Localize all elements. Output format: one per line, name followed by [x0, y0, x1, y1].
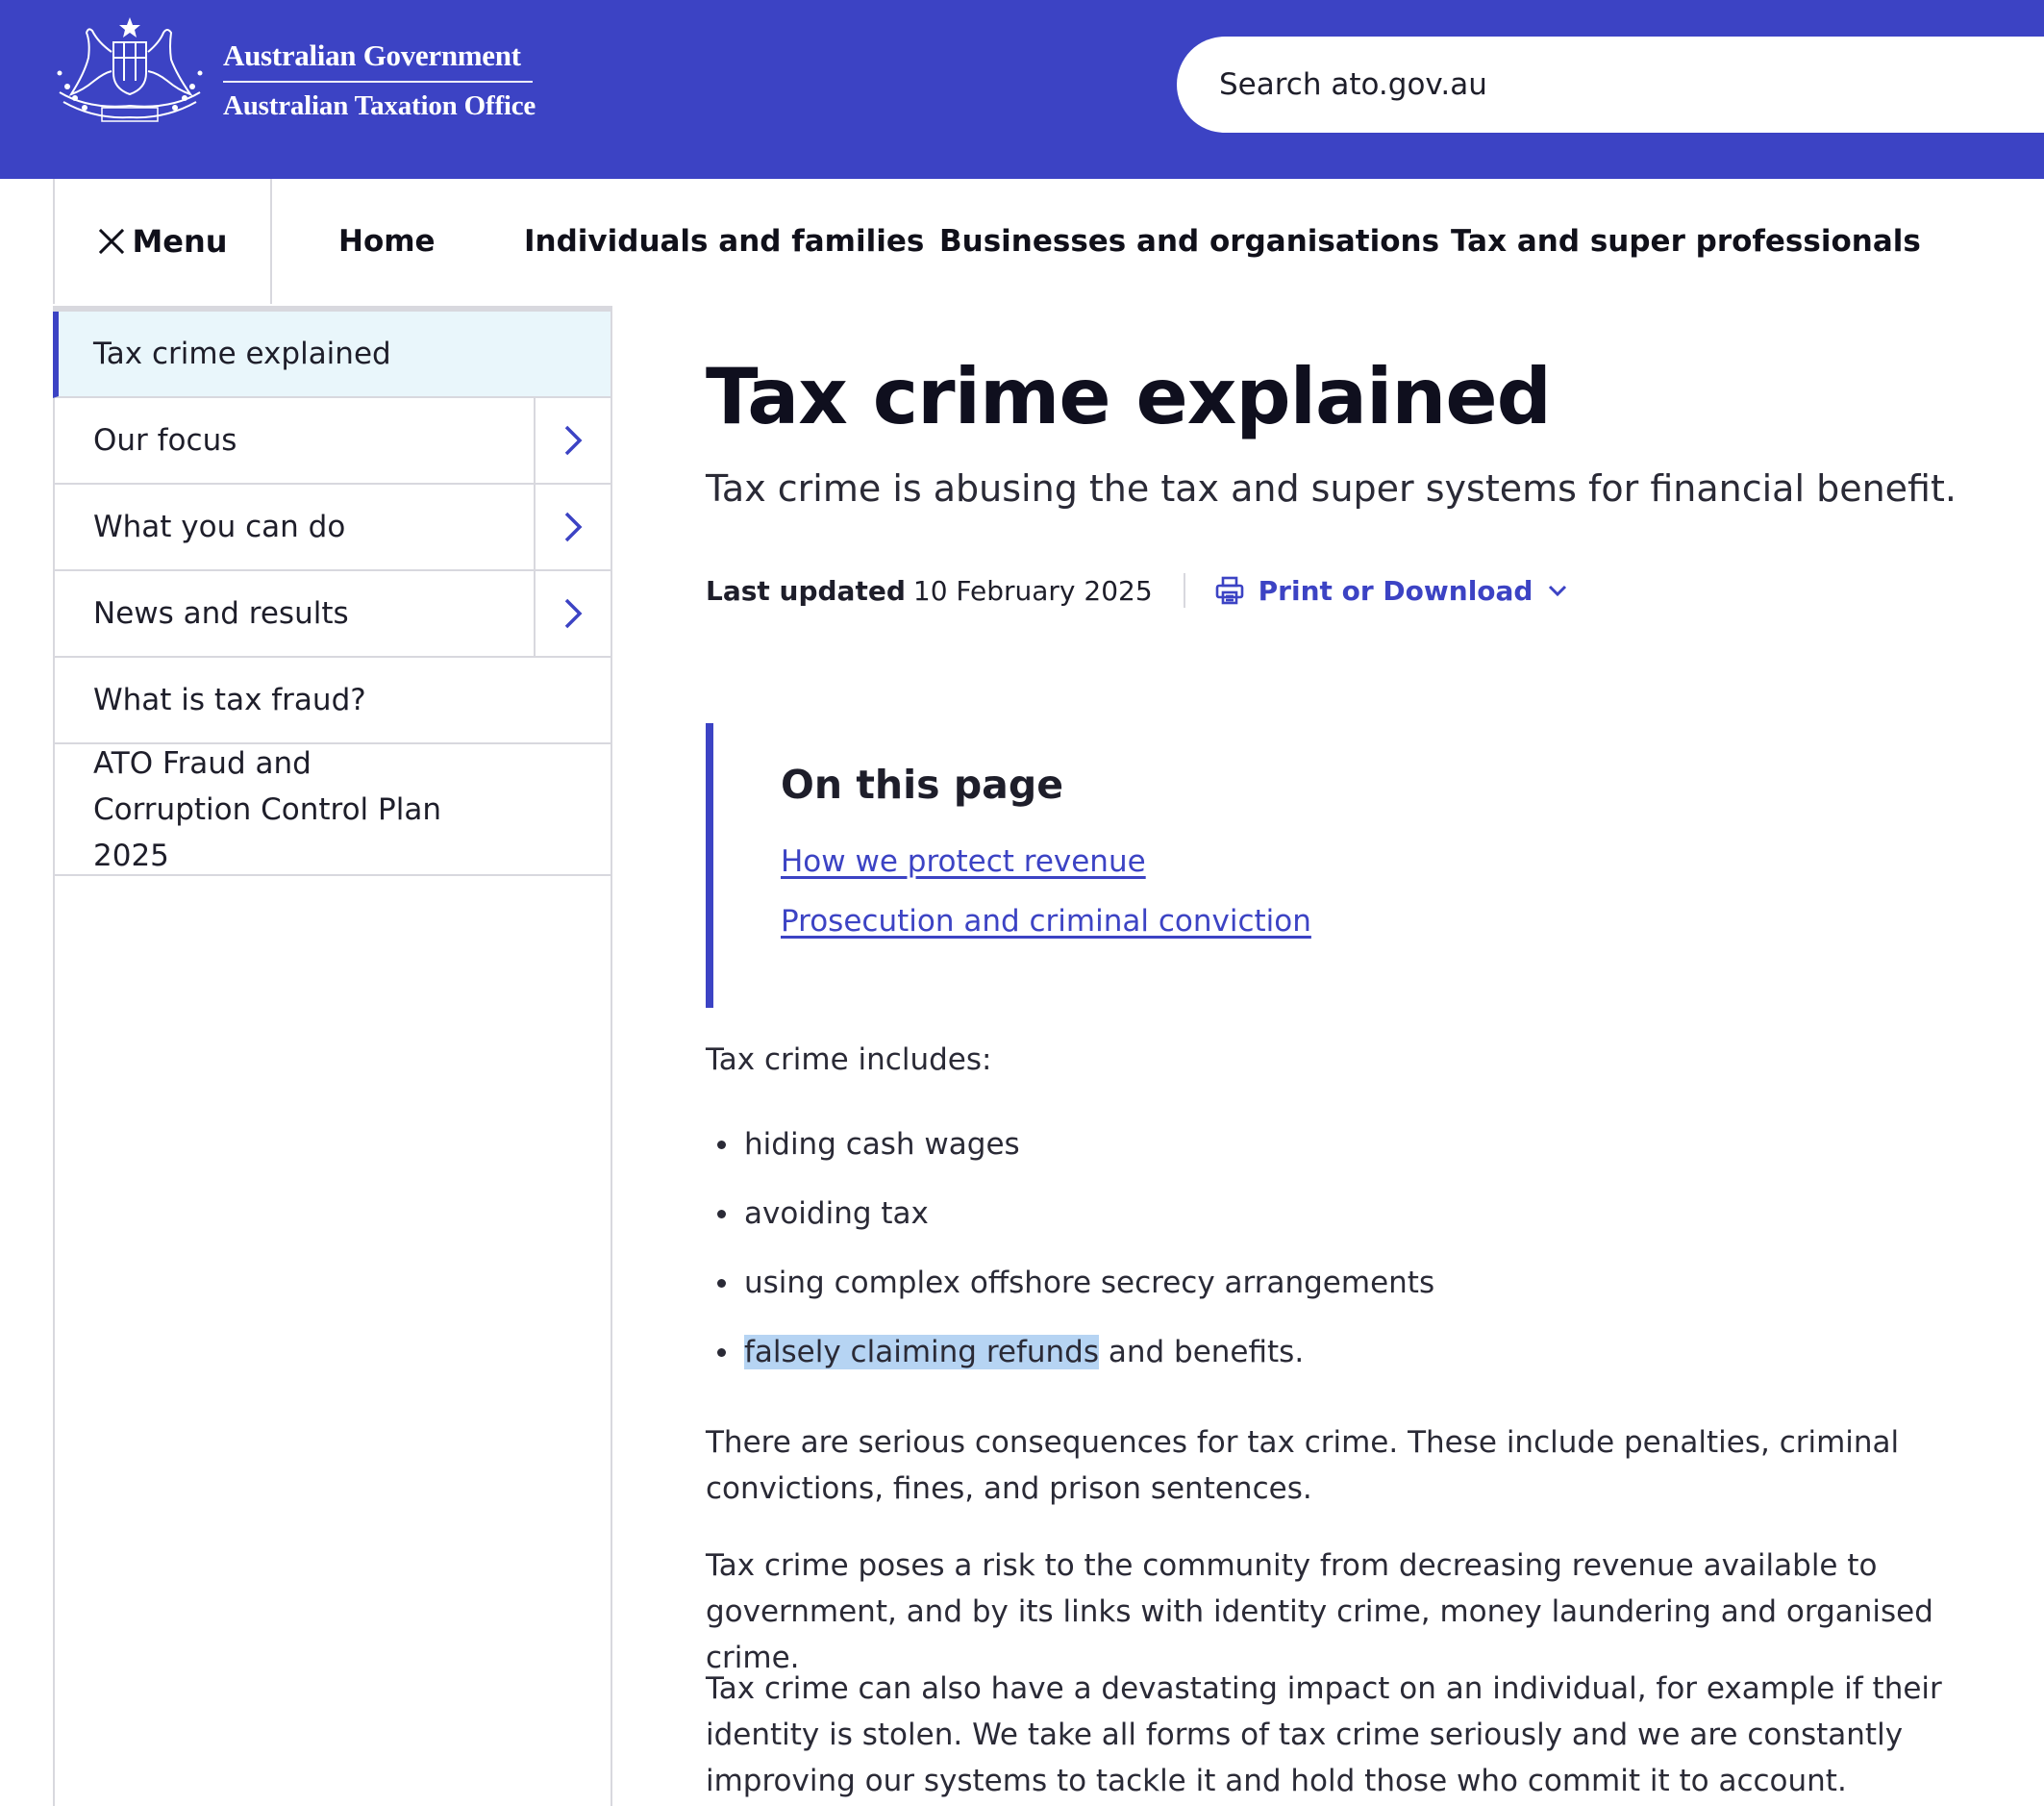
site-header [0, 0, 2044, 179]
paragraph-consequences: There are serious consequences for tax crime. These include penalties, criminal convictions, fines, and prison sentences. [706, 1425, 1900, 1506]
sidebar-item-label: What you can do [93, 510, 346, 544]
selected-text: falsely claiming refunds [744, 1335, 1099, 1369]
list-item: hiding cash wages [706, 1110, 1434, 1179]
menu-label: Menu [132, 223, 228, 260]
sidebar-item-fraud-corruption-plan[interactable] [55, 744, 611, 876]
nav-home[interactable]: Home [338, 224, 436, 259]
nav-businesses-and-organisations[interactable]: Businesses and organisations [939, 224, 1440, 259]
print-download-label: Print or Download [1258, 574, 1533, 607]
sidebar-item-what-is-tax-fraud[interactable] [55, 658, 611, 744]
last-updated-date: 10 February 2025 [912, 574, 1153, 607]
nav-individuals-and-families[interactable]: Individuals and families [524, 224, 925, 259]
sidebar-item-what-you-can-do[interactable] [55, 485, 611, 571]
link-prosecution-criminal-conviction[interactable]: Prosecution and criminal conviction [781, 904, 1311, 939]
coat-of-arms-icon[interactable] [50, 13, 210, 129]
sidebar-item-our-focus[interactable] [55, 398, 611, 485]
link-how-we-protect-revenue[interactable]: How we protect revenue [781, 844, 1146, 879]
on-this-page-heading: On this page [781, 762, 1064, 808]
chevron-right-icon[interactable] [534, 398, 611, 483]
page-meta [706, 573, 1569, 608]
list-item: using complex offshore secrecy arrangements [706, 1248, 1434, 1317]
chevron-right-icon[interactable] [534, 485, 611, 569]
paragraph-individual-impact: Tax crime can also have a devastating impact on an individual, for example if their identity is stolen. We take all forms of tax crime seriously and we are constantly improving our systems to tackle it and hold those who commit it to account. [706, 1671, 1942, 1798]
brand-government: Australian Government [223, 38, 533, 83]
meta-divider [1184, 573, 1185, 608]
sidebar-item-news-and-results[interactable] [55, 571, 611, 658]
brand-ato: Australian Taxation Office [223, 90, 536, 121]
sidebar-item-label: ATO Fraud and Corruption Control Plan 2025 [93, 745, 441, 873]
list-item-rest: and benefits. [1099, 1335, 1305, 1369]
sidebar-item-tax-crime-explained[interactable] [53, 312, 611, 398]
close-icon [97, 227, 126, 256]
search-box[interactable] [1177, 37, 2044, 133]
chevron-right-icon[interactable] [534, 571, 611, 656]
section-sidebar [53, 306, 612, 1806]
printer-icon [1214, 575, 1245, 606]
sidebar-item-label: Tax crime explained [93, 337, 391, 371]
page-title: Tax crime explained [706, 352, 1551, 441]
sidebar-item-label: Our focus [93, 423, 237, 458]
on-this-page-box [706, 723, 1571, 1008]
tax-crime-list [706, 1110, 1434, 1387]
brand-lockup[interactable] [223, 38, 536, 122]
search-input[interactable] [1219, 67, 1988, 102]
print-download-button[interactable] [1214, 575, 1570, 607]
menu-toggle-button[interactable] [53, 179, 272, 304]
sidebar-item-label: News and results [93, 596, 349, 631]
intro-text: Tax crime includes: [706, 1042, 992, 1077]
paragraph-community-risk: Tax crime poses a risk to the community from decreasing revenue available to government, and by its links with identity crime, money laundering and organised crime. [706, 1548, 1933, 1675]
nav-tax-and-super-professionals[interactable]: Tax and super professionals [1451, 224, 1921, 259]
list-item [706, 1317, 1434, 1387]
chevron-down-icon [1546, 583, 1569, 598]
page-subtitle: Tax crime is abusing the tax and super systems for financial benefit. [706, 467, 1957, 510]
top-navigation [0, 179, 2044, 304]
list-item: avoiding tax [706, 1179, 1434, 1248]
last-updated-label: Last updated [706, 574, 906, 607]
sidebar-item-label: What is tax fraud? [93, 683, 366, 717]
